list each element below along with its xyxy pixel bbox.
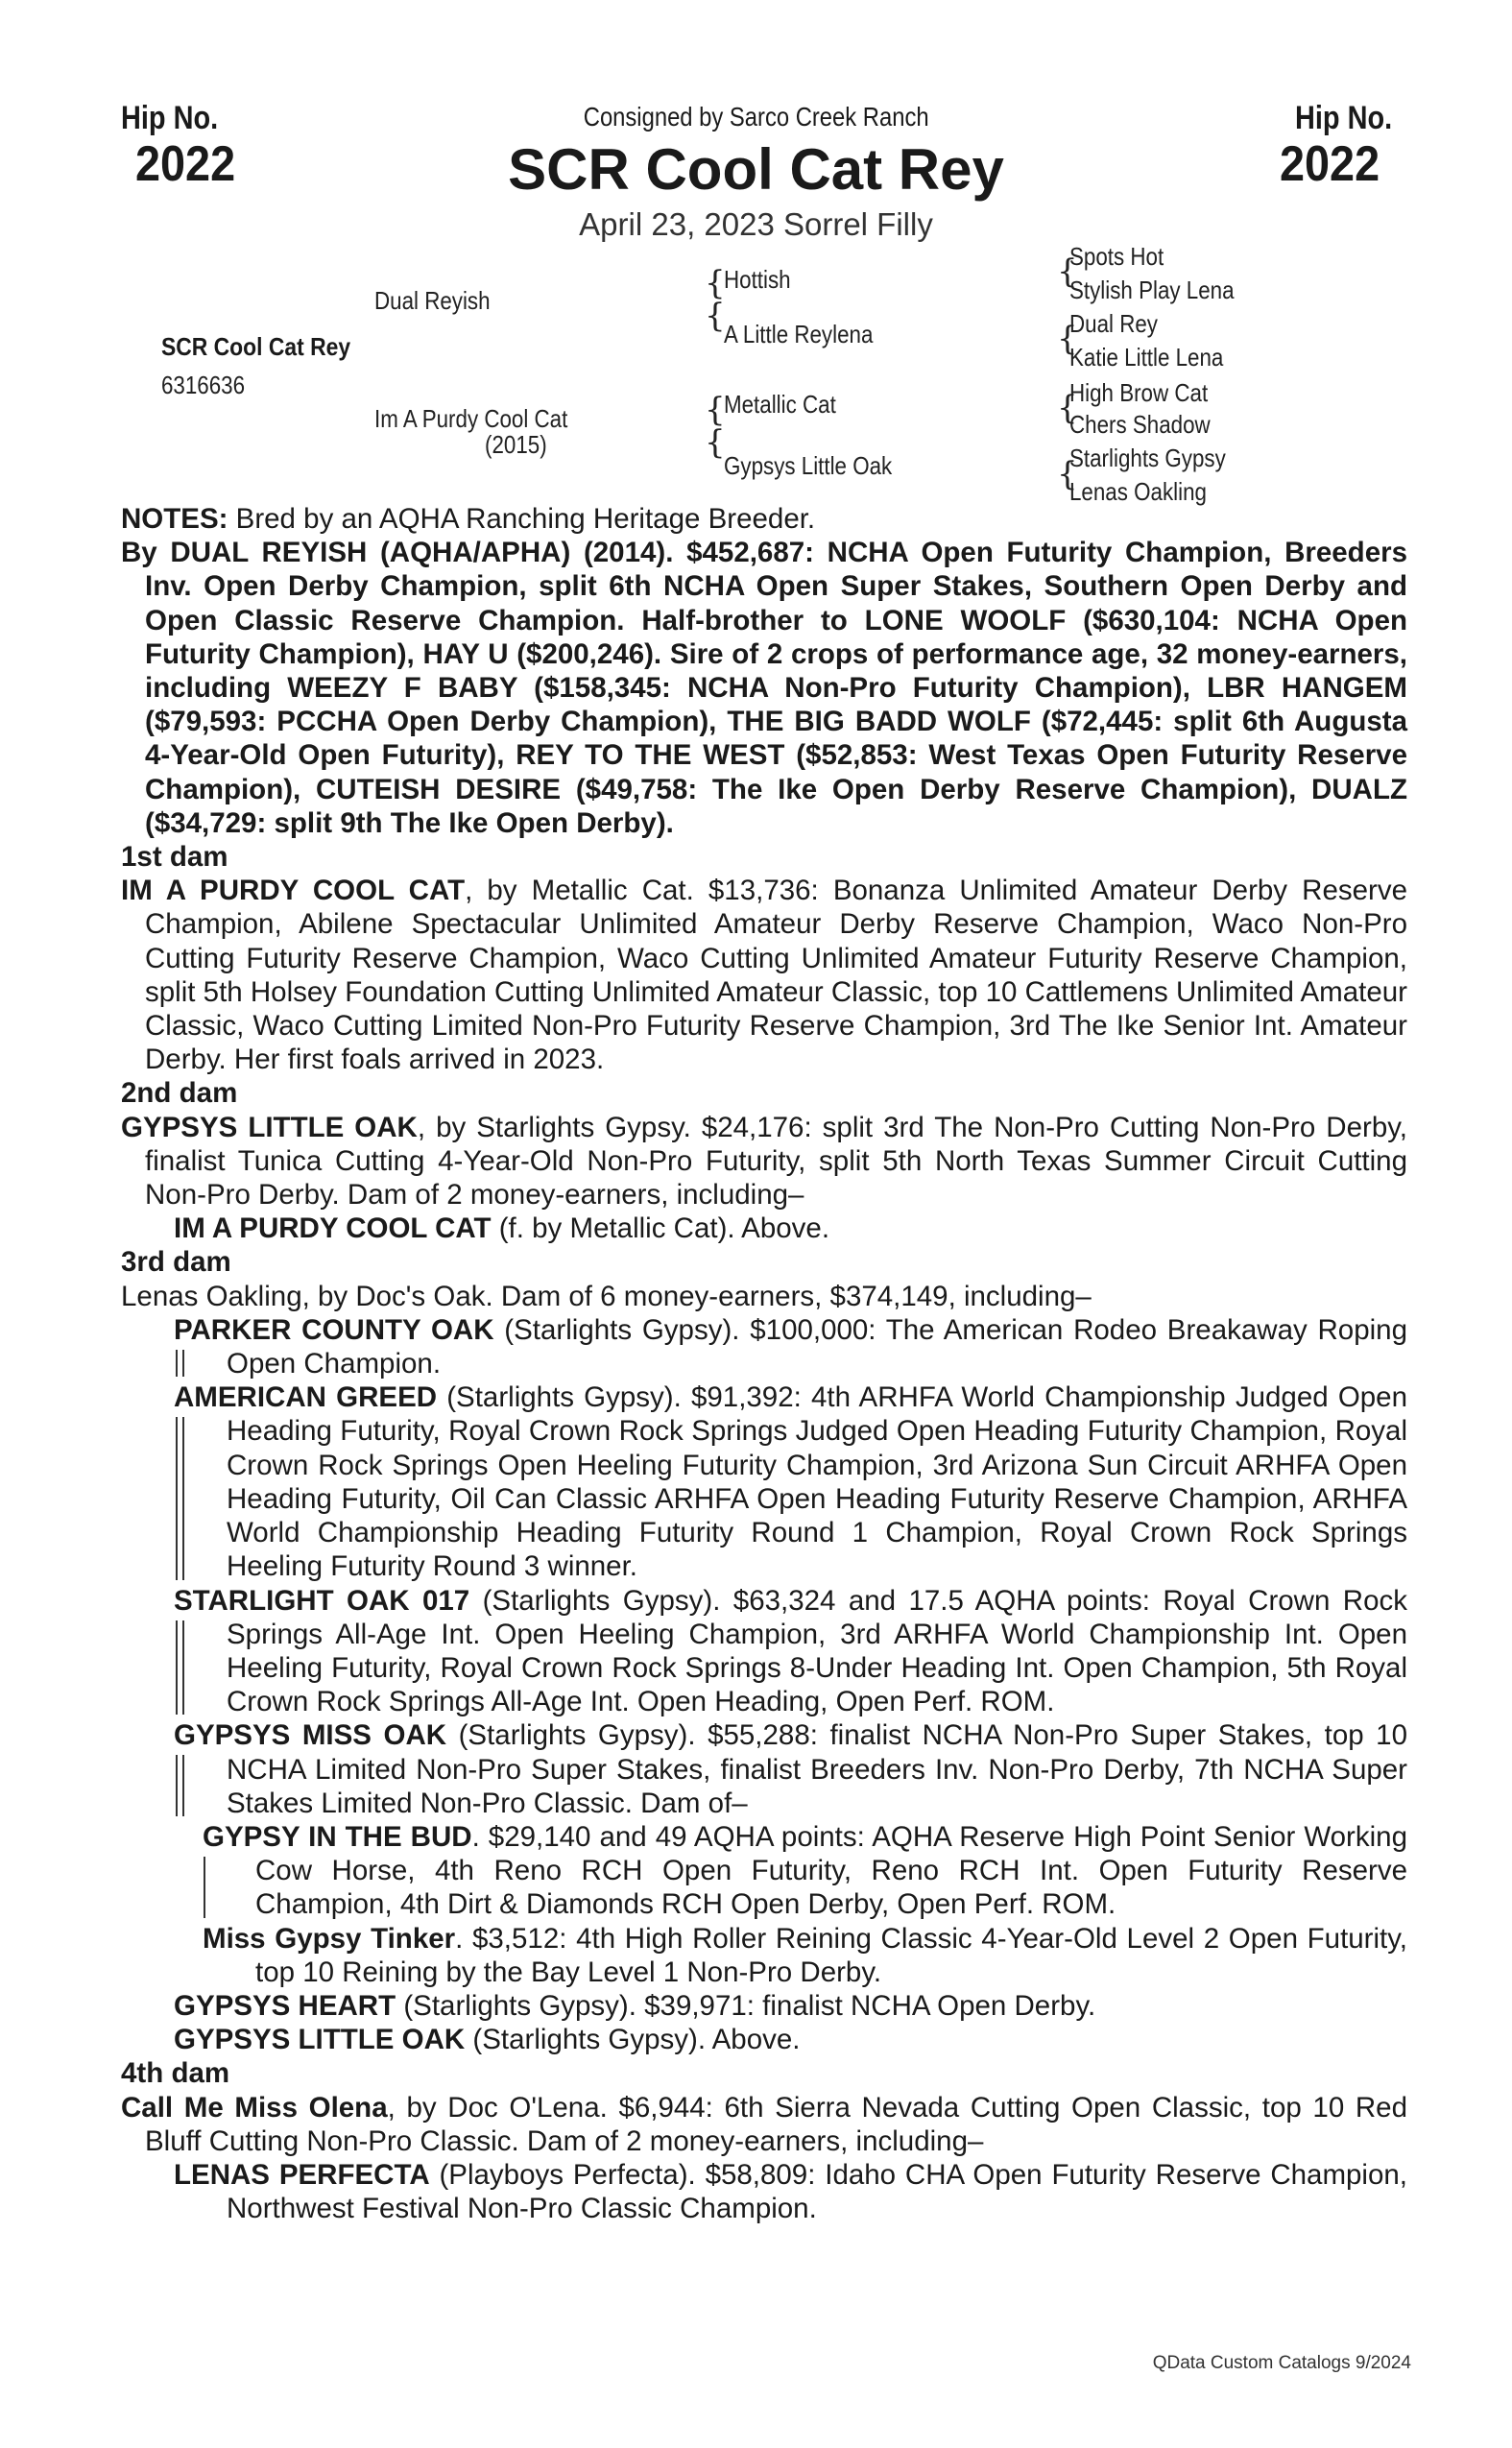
catalog-body xyxy=(121,502,1407,2225)
second-dam-text: , by Starlights Gypsy. $24,176: split 3rd The Non-Pro Cutting Non-Pro Derby, finalist Tunica Cutting 4-Year-Old Non-Pro Futurity, split 5th North Texas Summer Circuit Cutting Non-Pro Derby. Dam of 2 money-earners, including– xyxy=(145,1111,1407,1212)
hip-number-right: 2022 xyxy=(1280,136,1380,192)
pedigree-dam-sire: Metallic Cat xyxy=(724,390,836,419)
notes-label: NOTES: xyxy=(121,503,228,535)
produce-name: GYPSY IN THE BUD xyxy=(203,1820,472,1853)
pedigree-sire: Dual Reyish xyxy=(374,286,491,315)
produce-name: GYPSYS LITTLE OAK xyxy=(174,2024,466,2056)
produce-text: (Starlights Gypsy). $55,288: finalist NCHA Non-Pro Super Stakes, top 10 NCHA Limited Non-Pro Super Stakes, finalist Breeders Inv. Non-Pro Derby, 7th NCHA Super Stakes Limited Non-Pro Classic. Dam of– xyxy=(227,1719,1407,1819)
fourth-dam-text: , by Doc O'Lena. $6,944: 6th Sierra Nevada Cutting Open Classic, top 10 Red Bluff Cutting Non-Pro Classic. Dam of 2 money-earners, including– xyxy=(145,2091,1407,2157)
third-dam-heading: 3rd dam xyxy=(121,1246,231,1279)
pedigree-g3-3: Dual Rey xyxy=(1069,309,1158,338)
produce-name: GYPSYS MISS OAK xyxy=(174,1719,447,1752)
produce-bar xyxy=(176,1620,184,1716)
produce-entry xyxy=(121,1313,1407,1380)
hip-number-left: 2022 xyxy=(135,136,236,192)
brace-icon: { xyxy=(1057,252,1078,291)
pedigree-g3-8: Lenas Oakling xyxy=(1069,477,1207,506)
pedigree-sire-sire: Hottish xyxy=(724,265,791,294)
produce-entry xyxy=(121,1380,1407,1583)
produce-text: (Starlights Gypsy). $91,392: 4th ARHFA World Championship Judged Open Heading Futurity, Royal Crown Rock Springs Judged Open Heading Futurity Champion, Royal Crown Rock Springs Open Heeling Futurity Champion, 3rd Arizona Sun Circuit ARHFA Open Heading Futurity, Oil Can Classic ARHFA Open Heading Futurity Reserve Champion, ARHFA World Championship Heading Futurity Round 1 Champion, Royal Crown Rock Springs Heeling Futurity Round 3 winner. xyxy=(227,1381,1407,1583)
brace-icon: { xyxy=(1057,455,1078,493)
produce-entry xyxy=(121,1584,1407,1719)
produce-text: (f. by Metallic Cat). Above. xyxy=(491,1212,830,1245)
first-dam-paragraph xyxy=(121,874,1407,1076)
pedigree-g3-4: Katie Little Lena xyxy=(1069,343,1224,372)
produce-bar xyxy=(176,1755,184,1816)
produce-entry xyxy=(121,1989,1407,2023)
pedigree-dam: Im A Purdy Cool Cat xyxy=(374,404,568,433)
produce-entry xyxy=(121,2158,1407,2225)
produce-name: AMERICAN GREED xyxy=(174,1381,438,1414)
second-dam-paragraph xyxy=(121,1111,1407,1212)
first-dam-heading: 1st dam xyxy=(121,841,228,874)
produce-text: . $3,512: 4th High Roller Reining Classic 4-Year-Old Level 2 Open Futurity, top 10 Reining by the Bay Level 1 Non-Pro Derby. xyxy=(255,1922,1408,1988)
brace-icon: { xyxy=(705,264,726,302)
produce-text: (Starlights Gypsy). $39,971: finalist NCHA Open Derby. xyxy=(396,1989,1096,2022)
consignor: Consigned by Sarco Creek Ranch xyxy=(583,102,929,132)
pedigree-horse-name: SCR Cool Cat Rey xyxy=(161,332,351,361)
fourth-dam-heading: 4th dam xyxy=(121,2057,230,2090)
pedigree-reg-number: 6316636 xyxy=(161,371,246,399)
produce-text: (Starlights Gypsy). Above. xyxy=(465,2024,801,2056)
pedigree-g3-6: Chers Shadow xyxy=(1069,410,1211,439)
pedigree-g3-7: Starlights Gypsy xyxy=(1069,444,1226,472)
pedigree-g3-2: Stylish Play Lena xyxy=(1069,276,1235,304)
produce-text: . $29,140 and 49 AQHA points: AQHA Reserve High Point Senior Working Cow Horse, 4th Reno RCH Open Futurity, Reno RCH Int. Open Futurity Reserve Champion, 4th Dirt & Diamonds RCH Open Derby, Open Perf. ROM. xyxy=(255,1820,1407,1921)
brace-icon: { xyxy=(1057,320,1078,358)
produce-name: Miss Gypsy Tinker xyxy=(203,1922,456,1955)
produce-bar xyxy=(176,1417,184,1579)
second-dam-heading: 2nd dam xyxy=(121,1077,238,1110)
fourth-dam-name: Call Me Miss Olena xyxy=(121,2091,388,2124)
notes-text: Bred by an AQHA Ranching Heritage Breeder. xyxy=(228,503,816,535)
first-dam-text: , by Metallic Cat. $13,736: Bonanza Unlimited Amateur Derby Reserve Champion, Abilene Spectacular Unlimited Amateur Derby Reserve Champion, Waco Non-Pro Cutting Futurity Reserve Champion, Waco Cutting Unlimited Amateur Futurity Reserve Champion, split 5th Holsey Foundation Cutting Unlimited Amateur Classic, top 10 Cattlemens Unlimited Amateur Classic, Waco Cutting Limited Non-Pro Futurity Reserve Champion, 3rd The Ike Senior Int. Amateur Derby. Her first foals arrived in 2023. xyxy=(145,875,1407,1076)
grand-produce-entry xyxy=(121,1820,1407,1922)
brace-icon: { xyxy=(705,391,726,429)
brace-icon: { xyxy=(705,423,726,462)
sire-paragraph: By DUAL REYISH (AQHA/APHA) (2014). $452,687: NCHA Open Futurity Champion, Breeders Inv. Open Derby Champion, split 6th NCHA Open Super Stakes, Southern Open Derby and Open Classic Reserve Champion. Half-brother to LONE WOOLF ($630,104: NCHA Open Futurity Champion), HAY U ($200,246). Sire of 2 crops of performance age, 32 money-earners, including WEEZY F BABY ($158,345: NCHA Non-Pro Futurity Champion), LBR HANGEM ($79,593: PCCHA Open Derby Champion), THE BIG BADD WOLF ($72,445: split 6th Augusta 4-Year-Old Open Futurity), REY TO THE WEST ($52,853: West Texas Open Futurity Reserve Champion), CUTEISH DESIRE ($49,758: The Ike Open Derby Reserve Champion), DUALZ ($34,729: split 9th The Ike Open Derby). xyxy=(121,537,1407,839)
produce-name: PARKER COUNTY OAK xyxy=(174,1313,494,1346)
pedigree-sire-dam: A Little Reylena xyxy=(724,320,874,348)
produce-name: GYPSYS HEART xyxy=(174,1989,396,2022)
pedigree-g3-1: Spots Hot xyxy=(1069,242,1164,271)
produce-bar xyxy=(176,1350,184,1377)
consignor-wrap xyxy=(0,102,1512,132)
pedigree-dam-year: (2015) xyxy=(485,430,547,459)
fourth-dam-paragraph xyxy=(121,2091,1407,2158)
foal-info: April 23, 2023 Sorrel Filly xyxy=(579,206,933,242)
pedigree-g3-5: High Brow Cat xyxy=(1069,378,1209,407)
produce-entry xyxy=(121,1718,1407,1820)
produce-name: IM A PURDY COOL CAT xyxy=(174,1212,492,1245)
footer-credit: QData Custom Catalogs 9/2024 xyxy=(1152,2353,1411,2373)
produce-entry xyxy=(121,1212,1407,1245)
produce-bar xyxy=(204,1857,205,1918)
notes xyxy=(121,502,1407,536)
produce-entry xyxy=(121,2023,1407,2056)
pedigree-dam-dam: Gypsys Little Oak xyxy=(724,451,893,480)
brace-icon: { xyxy=(705,297,726,335)
hip-label-right: Hip No. xyxy=(1295,100,1393,136)
hip-label-left: Hip No. xyxy=(121,100,219,136)
produce-text: (Starlights Gypsy). $63,324 and 17.5 AQHA points: Royal Crown Rock Springs All-Age Int. Open Heeling Champion, 3rd ARHFA World Championship Int. Open Heeling Futurity, Royal Crown Rock Springs 8-Under Heading Int. Open Champion, 5th Royal Crown Rock Springs All-Age Int. Open Heading, Open Perf. ROM. xyxy=(227,1584,1407,1718)
produce-name: LENAS PERFECTA xyxy=(174,2158,430,2191)
third-dam-paragraph: Lenas Oakling, by Doc's Oak. Dam of 6 money-earners, $374,149, including– xyxy=(121,1280,1092,1312)
horse-name: SCR Cool Cat Rey xyxy=(508,137,1004,202)
first-dam-name: IM A PURDY COOL CAT xyxy=(121,875,466,907)
produce-text: (Playboys Perfecta). $58,809: Idaho CHA Open Futurity Reserve Champion, Northwest Festival Non-Pro Classic Champion. xyxy=(227,2158,1407,2225)
produce-name: STARLIGHT OAK 017 xyxy=(174,1584,470,1617)
produce-text: (Starlights Gypsy). $100,000: The American Rodeo Breakaway Roping Open Champion. xyxy=(227,1313,1407,1380)
second-dam-name: GYPSYS LITTLE OAK xyxy=(121,1111,418,1143)
grand-produce-entry xyxy=(121,1922,1407,1989)
brace-icon: { xyxy=(1057,389,1078,427)
